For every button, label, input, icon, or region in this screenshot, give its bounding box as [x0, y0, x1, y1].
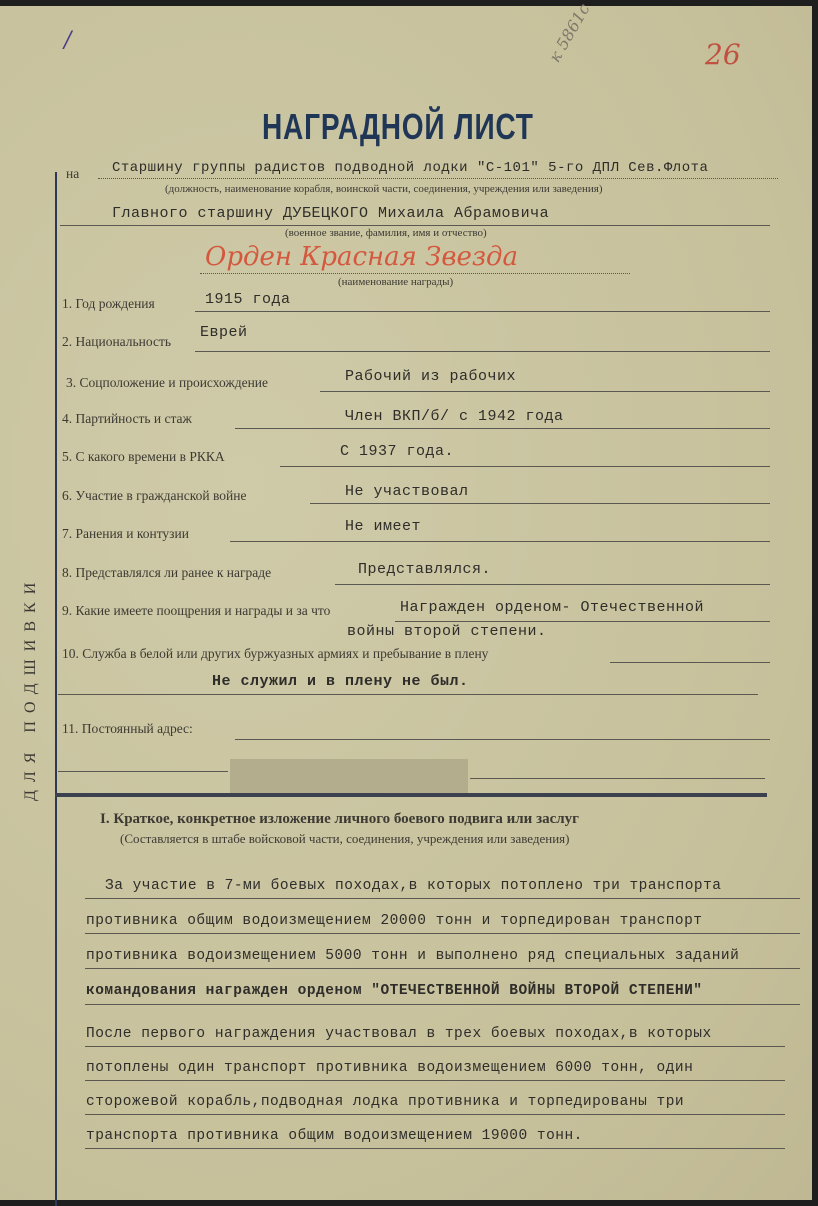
field-value-white-army: Не служил и в плену не был.: [212, 673, 469, 690]
na-label: на: [66, 166, 80, 181]
field-label-party: 4. Партийность и стаж: [62, 411, 192, 426]
position-caption: (должность, наименование корабля, воинской части, соединения, учреждения или заведения): [165, 183, 603, 195]
section-divider: [55, 793, 767, 797]
catalog-mark: к 5861с: [545, 0, 594, 66]
name-value: Главного старшину ДУБЕЦКОГО Михаила Абрамовича: [112, 205, 550, 222]
merit-line: транспорта противника общим водоизмещением 19000 тонн.: [86, 1128, 583, 1144]
field-label-civil-war: 6. Участие в гражданской войне: [62, 488, 247, 503]
award-value: Орден Красная Звезда: [205, 242, 519, 272]
merit-line: После первого награждения участвовал в трех боевых походах,в которых: [86, 1026, 712, 1042]
field-label-rkka: 5. С какого времени в РККА: [62, 449, 225, 464]
field-label-prior-award: 8. Представлялся ли ранее к награде: [62, 565, 272, 580]
field-value-social: Рабочий из рабочих: [345, 368, 517, 385]
merit-line: противника общим водоизмещением 20000 тонн и торпедирован транспорт: [86, 913, 703, 929]
field-value-wounds: Не имеет: [345, 518, 422, 535]
field-label-awards: 9. Какие имеете поощрения и награды и за что: [62, 603, 331, 618]
field-value-awards: Награжден орденом- Отечественной: [400, 599, 705, 616]
field-value-prior-award: Представлялся.: [358, 561, 492, 578]
merit-line: сторожевой корабль,подводная лодка противника и торпедированы три: [86, 1094, 685, 1110]
position-value: Старшину группы радистов подводной лодки "С-101" 5-го ДПЛ Сев.Флота: [112, 160, 709, 176]
field-label-birth-year: 1. Год рождения: [62, 296, 155, 311]
award-caption: (наименование награды): [338, 276, 454, 288]
field-label-white-army: 10. Служба в белой или других буржуазных армиях и пребывание в плену: [62, 646, 489, 661]
field-value-party: Член ВКП/б/ с 1942 года: [345, 408, 564, 425]
merit-line: потоплены один транспорт противника водоизмещением 6000 тонн, один: [86, 1060, 694, 1076]
section-subheading: (Составляется в штабе войсковой части, соединения, учреждения или заведения): [120, 831, 570, 846]
page-number: 26: [705, 38, 741, 71]
merit-line: За участие в 7-ми боевых походах,в которых потоплено три транспорта: [105, 878, 722, 894]
field-label-wounds: 7. Ранения и контузии: [62, 526, 189, 541]
name-caption: (военное звание, фамилия, имя и отчество): [285, 227, 487, 239]
document-title: НАГРАДНОЙ ЛИСТ: [262, 106, 534, 147]
field-value-civil-war: Не участвовал: [345, 483, 469, 500]
field-value-awards-cont: войны второй степени.: [347, 623, 547, 640]
margin-line: [55, 172, 57, 1206]
merit-line: противника водоизмещением 5000 тонн и выполнено ряд специальных заданий: [86, 948, 740, 964]
field-label-nationality: 2. Национальность: [62, 334, 172, 349]
field-label-social: 3. Соцположение и происхождение: [66, 375, 269, 390]
merit-line: командования награжден орденом "ОТЕЧЕСТВЕННОЙ ВОЙНЫ ВТОРОЙ СТЕПЕНИ": [86, 983, 703, 999]
section-heading: I. Краткое, конкретное изложение личного боевого подвига или заслуг: [100, 811, 579, 827]
field-label-address: 11. Постоянный адрес:: [62, 721, 193, 736]
redacted-address: [230, 759, 468, 795]
field-value-nationality: Еврей: [200, 324, 248, 341]
field-value-rkka: С 1937 года.: [340, 443, 455, 460]
field-value-birth-year: 1915 года: [205, 291, 291, 308]
corner-mark: /: [64, 28, 72, 53]
side-text: ДЛЯ ПОДШИВКИ: [22, 574, 39, 801]
